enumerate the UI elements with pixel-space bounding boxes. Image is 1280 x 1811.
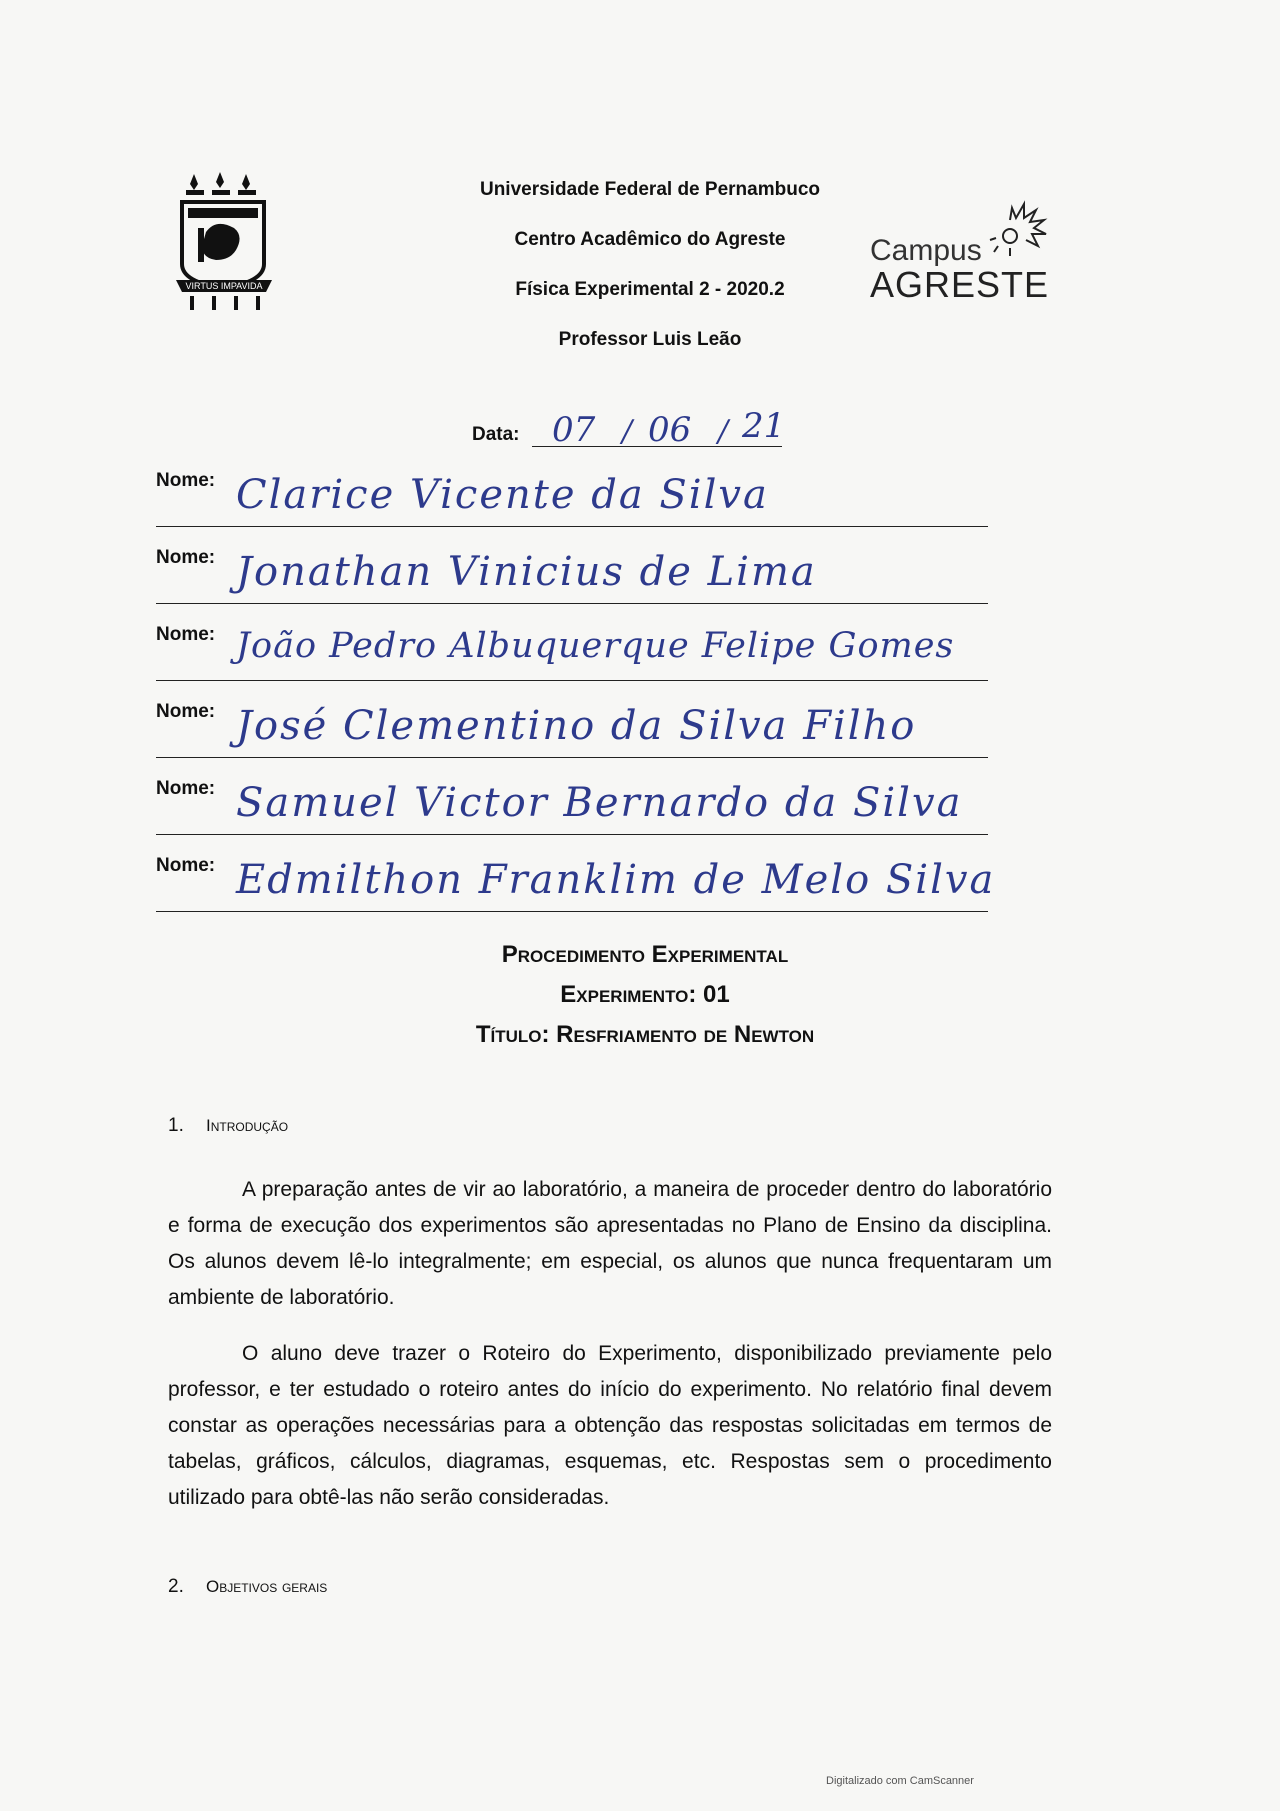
date-month: 06 — [648, 410, 692, 450]
name-underline — [156, 526, 988, 527]
sun-icon — [988, 198, 1048, 258]
name-row — [156, 624, 1016, 701]
experiment-number: Experimento: 01 — [560, 981, 730, 1008]
name-label: Nome: — [156, 701, 216, 722]
experiment-title: Título: Resfriamento de Newton — [475, 1021, 815, 1048]
name-label: Nome: — [156, 547, 216, 568]
course-name: Física Experimental 2 - 2020.2 — [515, 279, 785, 300]
agreste-word: AGRESTE — [870, 264, 1050, 305]
student-name-handwritten: Edmilthon Franklim de Melo Silva — [236, 857, 996, 903]
date-separator: / — [622, 414, 633, 449]
name-row — [156, 778, 1016, 855]
student-name-handwritten: Samuel Victor Bernardo da Silva — [236, 780, 963, 826]
name-label: Nome: — [156, 855, 216, 876]
name-row — [156, 701, 1016, 778]
section-heading-introduction — [168, 1115, 288, 1137]
procedure-title: Procedimento Experimental — [501, 941, 789, 968]
date-underline — [532, 446, 782, 447]
name-underline — [156, 603, 988, 604]
scanner-watermark: Digitalizado com CamScanner — [826, 1775, 974, 1787]
name-row — [156, 547, 1016, 624]
name-underline — [156, 680, 988, 681]
academic-center: Centro Acadêmico do Agreste — [514, 229, 786, 250]
student-name-handwritten: João Pedro Albuquerque Felipe Gomes — [236, 626, 955, 666]
student-name-handwritten: Clarice Vicente da Silva — [236, 472, 769, 518]
date-year: 21 — [742, 406, 786, 446]
ufpe-motto: VIRTUS IMPAVIDA — [185, 281, 263, 291]
professor-name: Professor Luis Leão — [558, 329, 742, 350]
name-underline — [156, 757, 988, 758]
name-underline — [156, 911, 988, 912]
section-number: 1. — [168, 1115, 184, 1136]
paragraph: A preparação antes de vir ao laboratório, a maneira de proceder dentro do laboratório e forma de execução dos experimentos são apresentadas no Plano de Ensino da disciplina. Os alunos devem lê-lo integralmente; em especial, os alunos que nunca frequentaram um ambiente de laboratório. — [168, 1178, 1052, 1309]
date-separator: / — [718, 414, 729, 449]
section-heading-objectives — [168, 1576, 327, 1598]
section-title: Introdução — [206, 1116, 289, 1135]
name-label: Nome: — [156, 624, 216, 645]
campus-word: Campus — [870, 234, 982, 267]
ufpe-crest-logo — [176, 172, 286, 317]
name-label: Nome: — [156, 470, 216, 491]
experiment-titles — [330, 935, 960, 1055]
student-names-list — [156, 470, 1016, 932]
name-underline — [156, 834, 988, 835]
paragraph: O aluno deve trazer o Roteiro do Experimento, disponibilizado previamente pelo professor, e ter estudado o roteiro antes do início do experimento. No relatório final devem constar as operações necessárias para a obtenção das respostas solicitadas em termos de tabelas, gráficos, cálculos, diagramas, esquemas, etc. Respostas sem o procedimento utilizado para obtê-las não serão consideradas. — [168, 1342, 1052, 1509]
university-name: Universidade Federal de Pernambuco — [479, 179, 820, 200]
section-title: Objetivos gerais — [206, 1577, 328, 1596]
institution-header — [350, 165, 950, 365]
name-row — [156, 855, 1016, 932]
student-name-handwritten: Jonathan Vinicius de Lima — [236, 549, 817, 595]
name-row — [156, 470, 1016, 547]
date-day: 07 — [552, 410, 596, 450]
student-name-handwritten: José Clementino da Silva Filho — [236, 703, 917, 749]
name-label: Nome: — [156, 778, 216, 799]
section-number: 2. — [168, 1576, 184, 1597]
campus-agreste-logo — [870, 198, 1050, 308]
date-label: Data: — [472, 424, 520, 445]
